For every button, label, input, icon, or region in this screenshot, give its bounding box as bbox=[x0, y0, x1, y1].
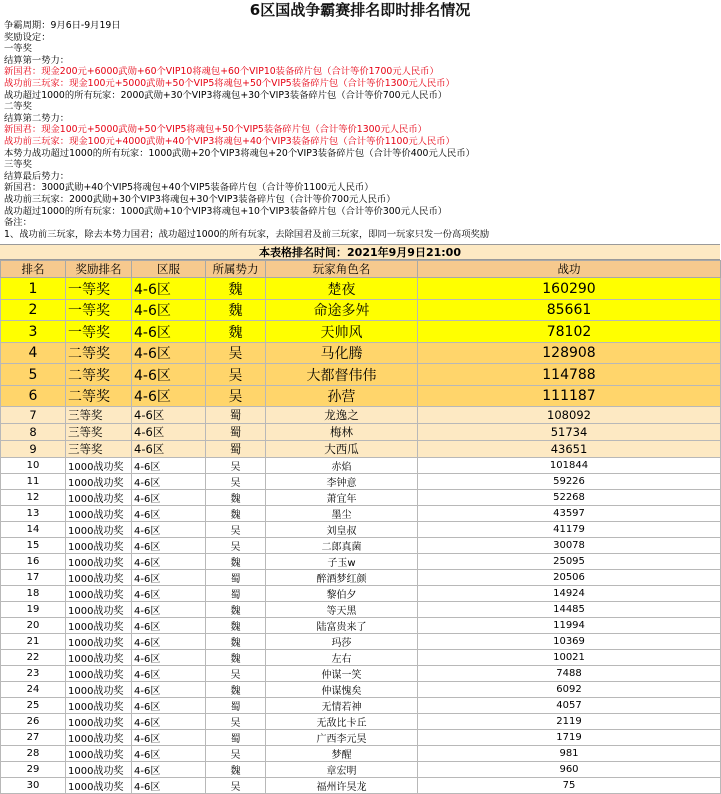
merit-cell: 14924 bbox=[418, 586, 721, 602]
note-line: 本势力战功超过1000的所有玩家：1000武勋+20个VIP3将魂包+20个VIP3装备碎片包（合计等价400元人民币） bbox=[4, 147, 475, 159]
faction-cell: 吴 bbox=[206, 522, 266, 538]
note-line: 二等奖 bbox=[4, 101, 32, 113]
header-server: 区服 bbox=[132, 261, 206, 278]
rank-cell: 15 bbox=[1, 538, 66, 554]
merit-cell: 75 bbox=[418, 778, 721, 794]
faction-cell: 魏 bbox=[206, 490, 266, 506]
note-line: 战功前三玩家：现金100元+5000武勋+50个VIP5将魂包+50个VIP5装备碎片包（合计等价1300元人民币） bbox=[4, 77, 455, 89]
server-cell: 4-6区 bbox=[132, 746, 206, 762]
note-line: 结算第一势力： bbox=[4, 54, 70, 66]
player-name-cell: 章宏明 bbox=[266, 762, 418, 778]
note-line: 结算第二势力： bbox=[4, 112, 70, 124]
player-name-cell: 赤焰 bbox=[266, 458, 418, 474]
prize-cell: 一等奖 bbox=[66, 299, 132, 321]
table-row bbox=[1, 586, 721, 602]
rank-cell: 11 bbox=[1, 474, 66, 490]
note-line: 1、战功前三玩家，除去本势力国君；战功超过1000的所有玩家，去除国君及前三玩家，即同一玩家只发一份高项奖励 bbox=[4, 228, 490, 240]
rank-cell: 10 bbox=[1, 458, 66, 474]
merit-cell: 2119 bbox=[418, 714, 721, 730]
merit-cell: 101844 bbox=[418, 458, 721, 474]
table-row bbox=[1, 554, 721, 570]
prize-cell: 1000战功奖 bbox=[66, 762, 132, 778]
player-name-cell: 梦醒 bbox=[266, 746, 418, 762]
player-name-cell: 陆富贵来了 bbox=[266, 618, 418, 634]
faction-cell: 吴 bbox=[206, 714, 266, 730]
merit-cell: 6092 bbox=[418, 682, 721, 698]
rank-cell: 8 bbox=[1, 424, 66, 441]
merit-cell: 7488 bbox=[418, 666, 721, 682]
rank-cell: 20 bbox=[1, 618, 66, 634]
faction-cell: 吴 bbox=[206, 385, 266, 407]
merit-cell: 78102 bbox=[418, 321, 721, 343]
player-name-cell: 马化腾 bbox=[266, 342, 418, 364]
server-cell: 4-6区 bbox=[132, 407, 206, 424]
merit-cell: 20506 bbox=[418, 570, 721, 586]
merit-cell: 960 bbox=[418, 762, 721, 778]
note-line: 奖励设定： bbox=[4, 31, 51, 43]
note-line: 一等奖 bbox=[4, 43, 32, 55]
faction-cell: 吴 bbox=[206, 538, 266, 554]
server-cell: 4-6区 bbox=[132, 586, 206, 602]
player-name-cell: 孙营 bbox=[266, 385, 418, 407]
prize-cell: 1000战功奖 bbox=[66, 634, 132, 650]
prize-cell: 1000战功奖 bbox=[66, 474, 132, 490]
table-row bbox=[1, 506, 721, 522]
note-line: 战功超过1000的所有玩家：2000武勋+30个VIP3将魂包+30个VIP3装备碎片包（合计等价700元人民币） bbox=[4, 89, 448, 101]
player-name-cell: 萧宜年 bbox=[266, 490, 418, 506]
table-row bbox=[1, 342, 721, 364]
rank-cell: 2 bbox=[1, 299, 66, 321]
rank-cell: 13 bbox=[1, 506, 66, 522]
rank-cell: 18 bbox=[1, 586, 66, 602]
faction-cell: 吴 bbox=[206, 458, 266, 474]
server-cell: 4-6区 bbox=[132, 385, 206, 407]
note-line: 战功前三玩家：现金100元+4000武勋+40个VIP3将魂包+40个VIP3装备碎片包（合计等价1100元人民币） bbox=[4, 135, 455, 147]
header-faction: 所属势力 bbox=[206, 261, 266, 278]
merit-cell: 1719 bbox=[418, 730, 721, 746]
player-name-cell: 楚夜 bbox=[266, 278, 418, 300]
table-row bbox=[1, 278, 721, 300]
merit-cell: 52268 bbox=[418, 490, 721, 506]
player-name-cell: 黎伯夕 bbox=[266, 586, 418, 602]
rules-notes bbox=[0, 20, 720, 240]
player-name-cell: 李钟意 bbox=[266, 474, 418, 490]
server-cell: 4-6区 bbox=[132, 618, 206, 634]
faction-cell: 魏 bbox=[206, 634, 266, 650]
faction-cell: 吴 bbox=[206, 746, 266, 762]
merit-cell: 41179 bbox=[418, 522, 721, 538]
server-cell: 4-6区 bbox=[132, 321, 206, 343]
table-row bbox=[1, 778, 721, 794]
rank-cell: 3 bbox=[1, 321, 66, 343]
prize-cell: 三等奖 bbox=[66, 441, 132, 458]
note-line: 新国君：现金200元+6000武勋+60个VIP10将魂包+60个VIP10装备碎片包（合计等价1700元人民币） bbox=[4, 66, 439, 78]
prize-cell: 三等奖 bbox=[66, 424, 132, 441]
player-name-cell: 大都督伟伟 bbox=[266, 364, 418, 386]
faction-cell: 蜀 bbox=[206, 698, 266, 714]
server-cell: 4-6区 bbox=[132, 299, 206, 321]
header-prize: 奖励排名 bbox=[66, 261, 132, 278]
player-name-cell: 龙逸之 bbox=[266, 407, 418, 424]
rank-cell: 19 bbox=[1, 602, 66, 618]
note-line: 三等奖 bbox=[4, 159, 32, 171]
rank-cell: 27 bbox=[1, 730, 66, 746]
header-rank: 排名 bbox=[1, 261, 66, 278]
note-line: 战功超过1000的所有玩家：1000武勋+10个VIP3将魂包+10个VIP3装备碎片包（合计等价300元人民币） bbox=[4, 205, 448, 217]
table-row bbox=[1, 602, 721, 618]
rank-cell: 25 bbox=[1, 698, 66, 714]
merit-cell: 43651 bbox=[418, 441, 721, 458]
prize-cell: 一等奖 bbox=[66, 278, 132, 300]
header-merit: 战功 bbox=[418, 261, 721, 278]
rank-cell: 4 bbox=[1, 342, 66, 364]
server-cell: 4-6区 bbox=[132, 554, 206, 570]
server-cell: 4-6区 bbox=[132, 714, 206, 730]
prize-cell: 1000战功奖 bbox=[66, 714, 132, 730]
faction-cell: 魏 bbox=[206, 618, 266, 634]
server-cell: 4-6区 bbox=[132, 634, 206, 650]
table-row bbox=[1, 714, 721, 730]
faction-cell: 魏 bbox=[206, 762, 266, 778]
header-player-name: 玩家角色名 bbox=[266, 261, 418, 278]
prize-cell: 一等奖 bbox=[66, 321, 132, 343]
table-row bbox=[1, 321, 721, 343]
merit-cell: 128908 bbox=[418, 342, 721, 364]
note-line: 结算最后势力： bbox=[4, 170, 70, 182]
note-line: 战功前三玩家：2000武勋+30个VIP3将魂包+30个VIP3装备碎片包（合计等价700元人民币） bbox=[4, 193, 396, 205]
merit-cell: 51734 bbox=[418, 424, 721, 441]
faction-cell: 蜀 bbox=[206, 441, 266, 458]
table-row bbox=[1, 634, 721, 650]
faction-cell: 吴 bbox=[206, 342, 266, 364]
prize-cell: 三等奖 bbox=[66, 407, 132, 424]
player-name-cell: 子玉w bbox=[266, 554, 418, 570]
rank-cell: 22 bbox=[1, 650, 66, 666]
player-name-cell: 无情若神 bbox=[266, 698, 418, 714]
player-name-cell: 福州许昊龙 bbox=[266, 778, 418, 794]
faction-cell: 蜀 bbox=[206, 424, 266, 441]
merit-cell: 981 bbox=[418, 746, 721, 762]
player-name-cell: 无敌比卡丘 bbox=[266, 714, 418, 730]
prize-cell: 1000战功奖 bbox=[66, 458, 132, 474]
table-row bbox=[1, 407, 721, 424]
table-row bbox=[1, 618, 721, 634]
rank-cell: 28 bbox=[1, 746, 66, 762]
table-row bbox=[1, 570, 721, 586]
player-name-cell: 广西李元昊 bbox=[266, 730, 418, 746]
page-title: 6区国战争霸赛排名即时排名情况 bbox=[249, 1, 471, 19]
player-name-cell: 左右 bbox=[266, 650, 418, 666]
note-line: 争霸周期：9月6日-9月19日 bbox=[4, 20, 121, 31]
table-row bbox=[1, 666, 721, 682]
table-row bbox=[1, 698, 721, 714]
prize-cell: 1000战功奖 bbox=[66, 570, 132, 586]
prize-cell: 1000战功奖 bbox=[66, 538, 132, 554]
faction-cell: 蜀 bbox=[206, 730, 266, 746]
merit-cell: 114788 bbox=[418, 364, 721, 386]
faction-cell: 魏 bbox=[206, 682, 266, 698]
merit-cell: 10369 bbox=[418, 634, 721, 650]
rank-cell: 23 bbox=[1, 666, 66, 682]
prize-cell: 1000战功奖 bbox=[66, 698, 132, 714]
server-cell: 4-6区 bbox=[132, 458, 206, 474]
table-row bbox=[1, 522, 721, 538]
server-cell: 4-6区 bbox=[132, 698, 206, 714]
rank-cell: 16 bbox=[1, 554, 66, 570]
rank-cell: 21 bbox=[1, 634, 66, 650]
server-cell: 4-6区 bbox=[132, 474, 206, 490]
prize-cell: 1000战功奖 bbox=[66, 682, 132, 698]
faction-cell: 魏 bbox=[206, 554, 266, 570]
ranking-table bbox=[0, 260, 721, 794]
faction-cell: 吴 bbox=[206, 666, 266, 682]
rank-cell: 29 bbox=[1, 762, 66, 778]
server-cell: 4-6区 bbox=[132, 490, 206, 506]
merit-cell: 111187 bbox=[418, 385, 721, 407]
server-cell: 4-6区 bbox=[132, 364, 206, 386]
note-line: 新国君：3000武勋+40个VIP5将魂包+40个VIP5装备碎片包（合计等价1100元人民币） bbox=[4, 182, 374, 194]
faction-cell: 吴 bbox=[206, 474, 266, 490]
player-name-cell: 等天黑 bbox=[266, 602, 418, 618]
merit-cell: 25095 bbox=[418, 554, 721, 570]
rank-cell: 5 bbox=[1, 364, 66, 386]
faction-cell: 魏 bbox=[206, 278, 266, 300]
prize-cell: 1000战功奖 bbox=[66, 490, 132, 506]
faction-cell: 魏 bbox=[206, 299, 266, 321]
server-cell: 4-6区 bbox=[132, 778, 206, 794]
player-name-cell: 梅林 bbox=[266, 424, 418, 441]
table-row bbox=[1, 299, 721, 321]
table-header-row bbox=[1, 261, 721, 278]
server-cell: 4-6区 bbox=[132, 682, 206, 698]
faction-cell: 蜀 bbox=[206, 407, 266, 424]
note-line: 备注： bbox=[4, 217, 32, 229]
rank-cell: 14 bbox=[1, 522, 66, 538]
server-cell: 4-6区 bbox=[132, 506, 206, 522]
table-row bbox=[1, 385, 721, 407]
faction-cell: 魏 bbox=[206, 321, 266, 343]
rank-cell: 6 bbox=[1, 385, 66, 407]
table-row bbox=[1, 490, 721, 506]
merit-cell: 43597 bbox=[418, 506, 721, 522]
rank-cell: 17 bbox=[1, 570, 66, 586]
table-row bbox=[1, 682, 721, 698]
prize-cell: 1000战功奖 bbox=[66, 666, 132, 682]
player-name-cell: 墨尘 bbox=[266, 506, 418, 522]
player-name-cell: 天帅风 bbox=[266, 321, 418, 343]
table-row bbox=[1, 424, 721, 441]
merit-cell: 11994 bbox=[418, 618, 721, 634]
rank-cell: 1 bbox=[1, 278, 66, 300]
prize-cell: 1000战功奖 bbox=[66, 522, 132, 538]
faction-cell: 蜀 bbox=[206, 586, 266, 602]
table-body bbox=[1, 278, 721, 794]
player-name-cell: 仲谋一笑 bbox=[266, 666, 418, 682]
player-name-cell: 命途多舛 bbox=[266, 299, 418, 321]
faction-cell: 吴 bbox=[206, 364, 266, 386]
table-row bbox=[1, 364, 721, 386]
player-name-cell: 大西瓜 bbox=[266, 441, 418, 458]
merit-cell: 108092 bbox=[418, 407, 721, 424]
rank-cell: 26 bbox=[1, 714, 66, 730]
prize-cell: 二等奖 bbox=[66, 385, 132, 407]
server-cell: 4-6区 bbox=[132, 762, 206, 778]
server-cell: 4-6区 bbox=[132, 666, 206, 682]
prize-cell: 1000战功奖 bbox=[66, 506, 132, 522]
player-name-cell: 刘皇叔 bbox=[266, 522, 418, 538]
faction-cell: 吴 bbox=[206, 778, 266, 794]
prize-cell: 二等奖 bbox=[66, 342, 132, 364]
faction-cell: 蜀 bbox=[206, 570, 266, 586]
prize-cell: 1000战功奖 bbox=[66, 778, 132, 794]
rank-cell: 12 bbox=[1, 490, 66, 506]
merit-cell: 10021 bbox=[418, 650, 721, 666]
rank-cell: 7 bbox=[1, 407, 66, 424]
note-line: 新国君：现金100元+5000武勋+50个VIP5将魂包+50个VIP5装备碎片包（合计等价1300元人民币） bbox=[4, 124, 427, 136]
server-cell: 4-6区 bbox=[132, 278, 206, 300]
server-cell: 4-6区 bbox=[132, 424, 206, 441]
faction-cell: 魏 bbox=[206, 602, 266, 618]
merit-cell: 59226 bbox=[418, 474, 721, 490]
server-cell: 4-6区 bbox=[132, 650, 206, 666]
server-cell: 4-6区 bbox=[132, 570, 206, 586]
server-cell: 4-6区 bbox=[132, 602, 206, 618]
server-cell: 4-6区 bbox=[132, 538, 206, 554]
rank-cell: 30 bbox=[1, 778, 66, 794]
merit-cell: 4057 bbox=[418, 698, 721, 714]
table-row bbox=[1, 730, 721, 746]
server-cell: 4-6区 bbox=[132, 342, 206, 364]
server-cell: 4-6区 bbox=[132, 441, 206, 458]
merit-cell: 30078 bbox=[418, 538, 721, 554]
prize-cell: 1000战功奖 bbox=[66, 586, 132, 602]
player-name-cell: 二郎真菌 bbox=[266, 538, 418, 554]
merit-cell: 85661 bbox=[418, 299, 721, 321]
player-name-cell: 仲谋愧矣 bbox=[266, 682, 418, 698]
table-row bbox=[1, 538, 721, 554]
prize-cell: 1000战功奖 bbox=[66, 602, 132, 618]
table-row bbox=[1, 458, 721, 474]
table-row bbox=[1, 441, 721, 458]
table-row bbox=[1, 762, 721, 778]
faction-cell: 魏 bbox=[206, 506, 266, 522]
server-cell: 4-6区 bbox=[132, 522, 206, 538]
table-row bbox=[1, 746, 721, 762]
prize-cell: 1000战功奖 bbox=[66, 618, 132, 634]
prize-cell: 1000战功奖 bbox=[66, 746, 132, 762]
player-name-cell: 玛莎 bbox=[266, 634, 418, 650]
rank-cell: 24 bbox=[1, 682, 66, 698]
ranking-timestamp: 本表格排名时间：2021年9月9日21:00 bbox=[0, 244, 720, 260]
player-name-cell: 醉酒梦红颜 bbox=[266, 570, 418, 586]
faction-cell: 魏 bbox=[206, 650, 266, 666]
table-row bbox=[1, 650, 721, 666]
prize-cell: 1000战功奖 bbox=[66, 730, 132, 746]
table-row bbox=[1, 474, 721, 490]
rank-cell: 9 bbox=[1, 441, 66, 458]
server-cell: 4-6区 bbox=[132, 730, 206, 746]
prize-cell: 1000战功奖 bbox=[66, 554, 132, 570]
prize-cell: 二等奖 bbox=[66, 364, 132, 386]
merit-cell: 160290 bbox=[418, 278, 721, 300]
prize-cell: 1000战功奖 bbox=[66, 650, 132, 666]
merit-cell: 14485 bbox=[418, 602, 721, 618]
